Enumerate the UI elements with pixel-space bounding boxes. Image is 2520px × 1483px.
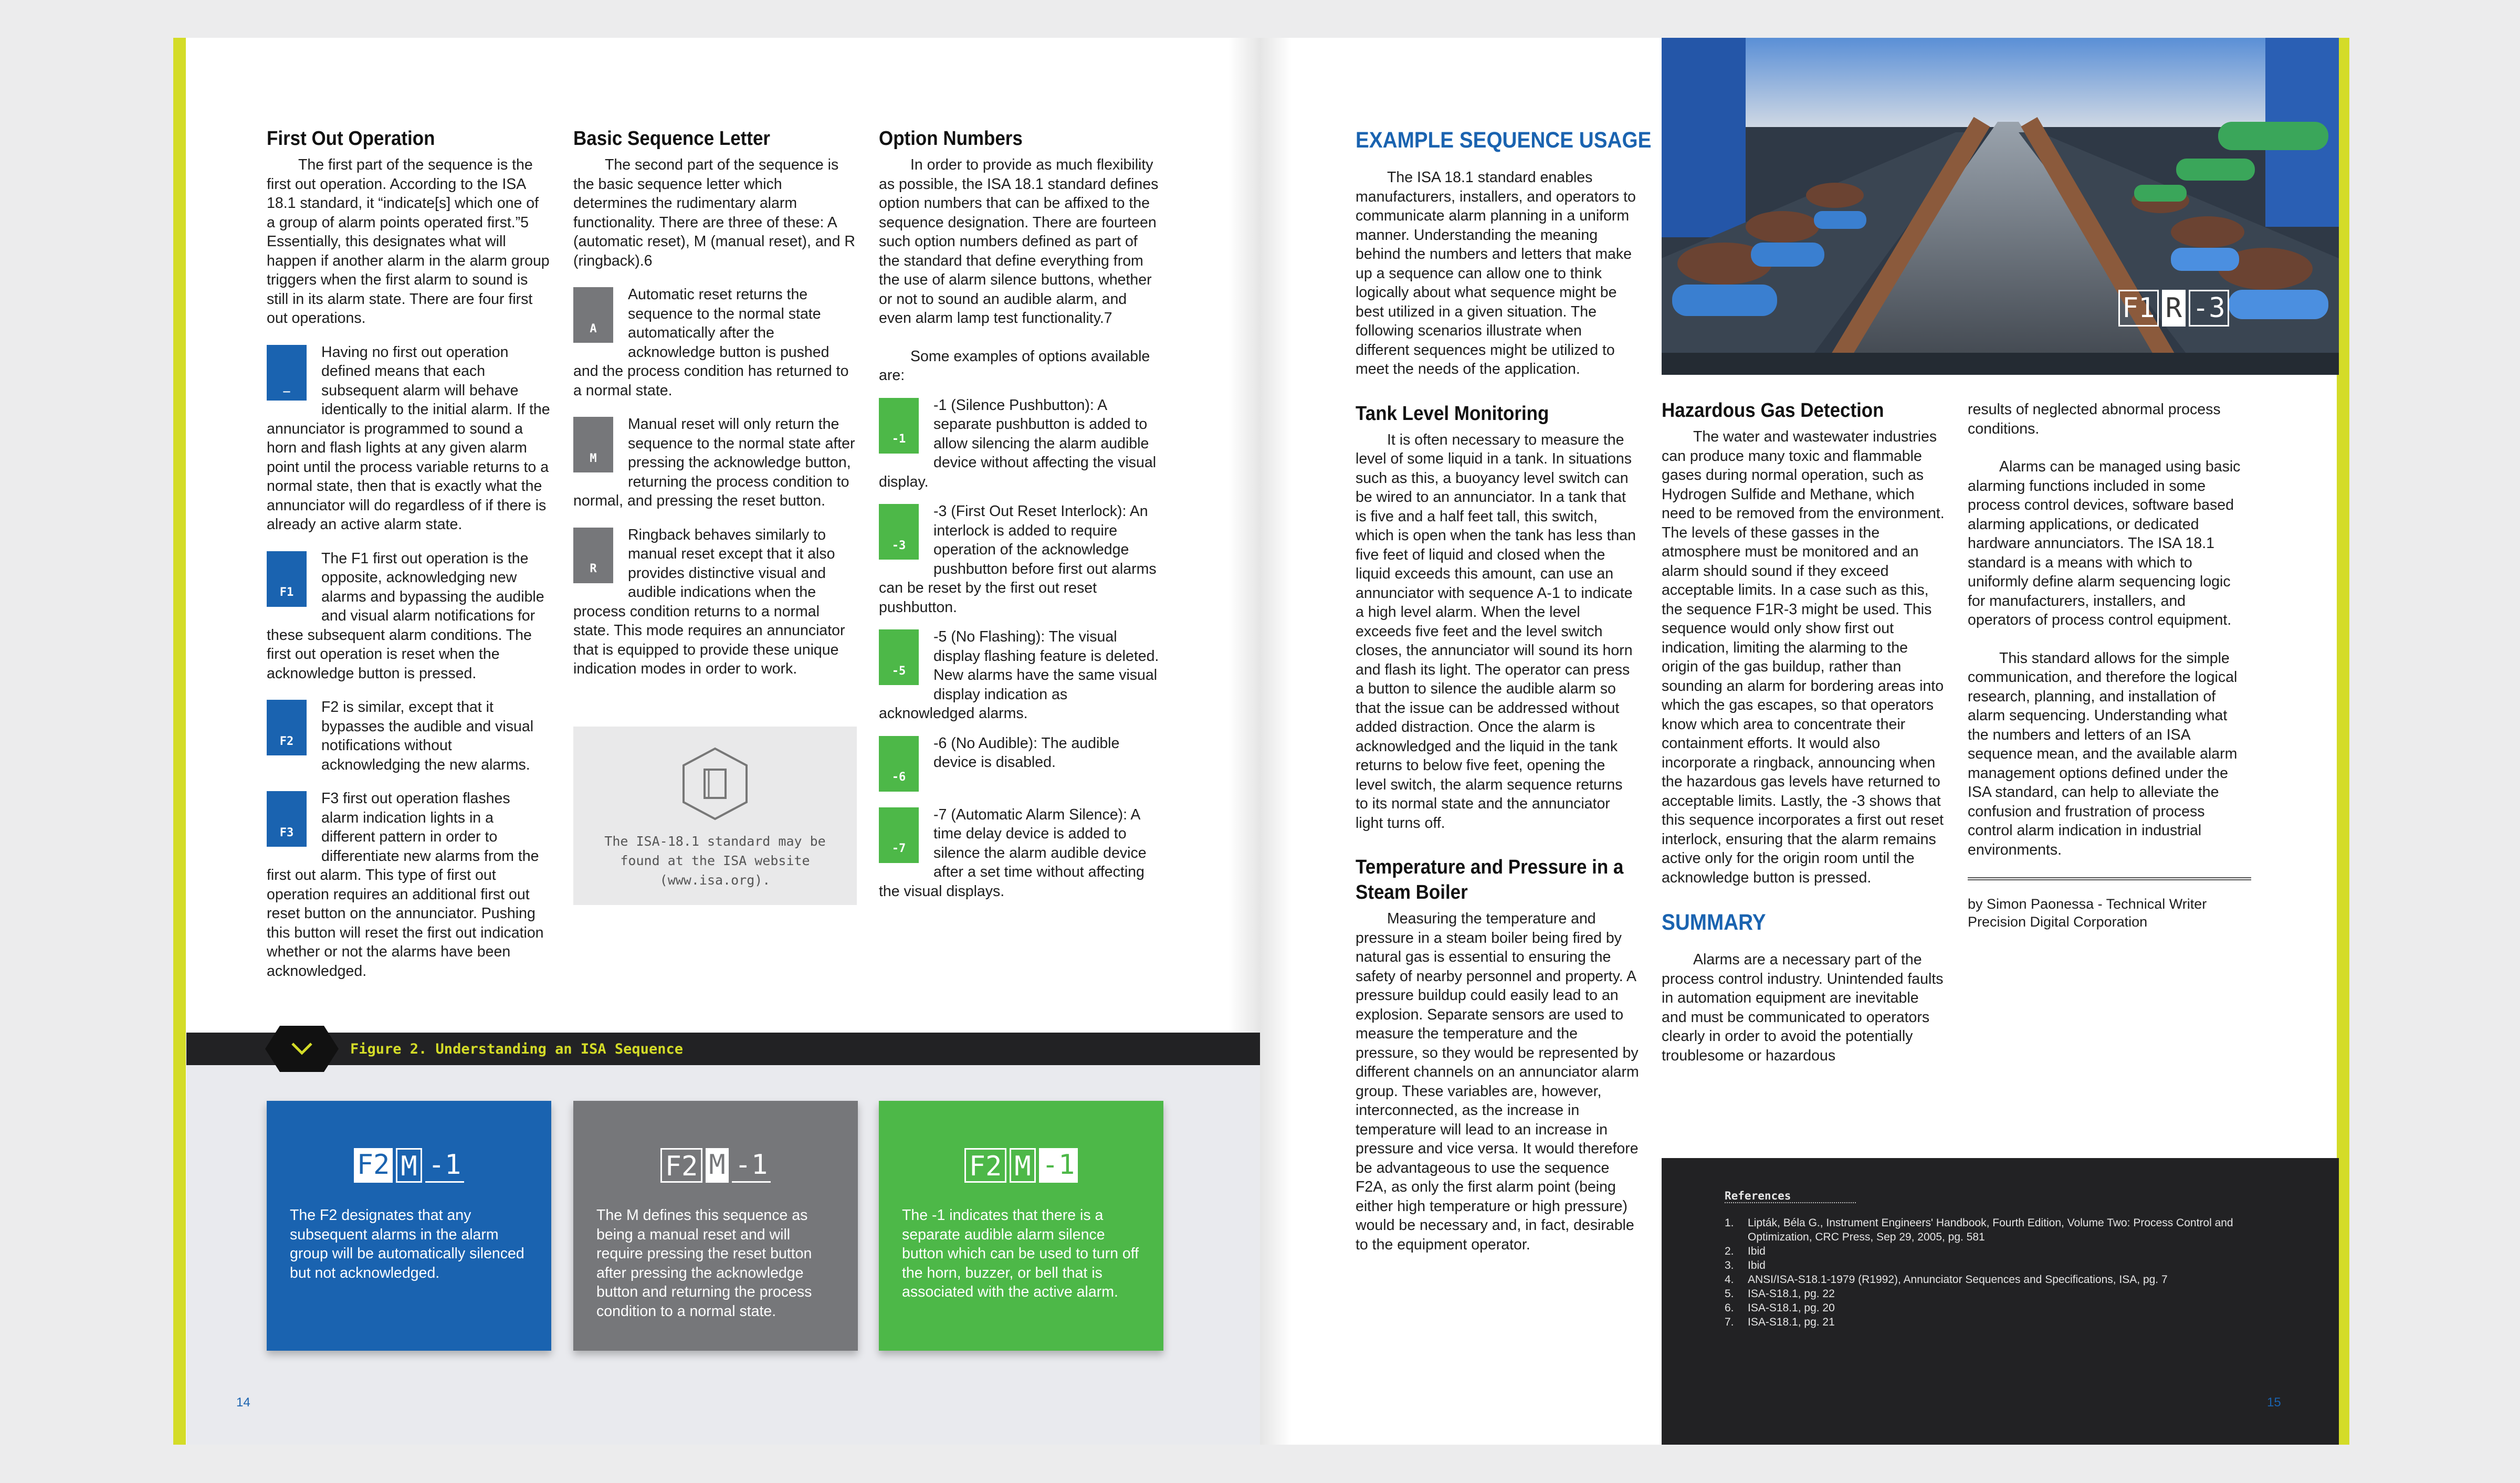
conclusion-text-2: Alarms can be managed using basic alarming functions included in some process control devices, software based alarming applications, or dedicated hardware annunciators. The ISA 18.1 standard is a means with which to uniformly define alarm sequencing logic for manufacturers, installers, and operators of process control equipment. bbox=[1968, 458, 2241, 628]
option-examples-intro: Some examples of options available are: bbox=[879, 348, 1150, 384]
seq-segment: F2 bbox=[964, 1148, 1007, 1183]
first-out-badge: F1 bbox=[267, 551, 307, 607]
tag-segment: F1 bbox=[2118, 290, 2159, 327]
tank-level-heading: Tank Level Monitoring bbox=[1356, 402, 1549, 425]
reference-item: 5. ISA-S18.1, pg. 22 bbox=[1725, 1288, 1835, 1300]
option-numbers-column bbox=[879, 126, 1162, 901]
seq-segment-highlight: M bbox=[706, 1148, 728, 1183]
sequence-card-first-out bbox=[267, 1101, 551, 1351]
sequence-display bbox=[573, 1148, 858, 1183]
page-number-left: 14 bbox=[236, 1395, 250, 1410]
option-item bbox=[879, 805, 1162, 901]
first-out-item-text: F2 is similar, except that it bypasses the audible and visual notifications without acknowledging the new alarms. bbox=[321, 699, 534, 773]
option-item bbox=[879, 627, 1162, 723]
sequence-card-description: The -1 indicates that there is a separate audible alarm silence button which can be used to turn off the horn, buzzer, or bell that is associated with the active alarm. bbox=[902, 1207, 1139, 1300]
option-numbers-heading: Option Numbers bbox=[879, 128, 1023, 150]
seq-segment: -1 bbox=[732, 1148, 771, 1183]
sequence-letter-text: Automatic reset returns the sequence to the normal state automatically after the acknowledge button is pushed and the process condition has returned to a normal state. bbox=[573, 286, 849, 399]
sequence-display bbox=[267, 1148, 551, 1183]
sequence-display bbox=[879, 1148, 1163, 1183]
example-usage-column bbox=[1356, 126, 1652, 1254]
option-item bbox=[879, 502, 1162, 617]
option-badge: -7 bbox=[879, 807, 919, 863]
sequence-letter-item bbox=[573, 415, 857, 511]
first-out-column bbox=[267, 126, 550, 981]
option-badge: -5 bbox=[879, 629, 919, 685]
sequence-letter-item bbox=[573, 525, 857, 679]
seq-segment: M bbox=[396, 1148, 422, 1183]
tank-level-text: It is often necessary to measure the level of some liquid in a tank. In situations such as this, a buoyancy level switch can be wired to an annunciator. In a tank that is five and a half feet tall, this switch, which is open when the tank has less than five feet of liquid and closed when the liquid exceeds this amount, can use an annunciator with sequence A-1 to indicate a high level alarm. When the level exceeds five feet and the level switch closes, the annunciator will sound its horn and flash its light. The operator can press a button to silence the audible alarm so that the issue can be addressed without added distraction. Once the alarm is acknowledged and the liquid in the tank returns to below five feet, opening the level switch, the alarm sequence returns to its normal state and the annunciator light turns off. bbox=[1356, 431, 1636, 832]
sequence-letter-item bbox=[573, 285, 857, 400]
reference-item: 6. ISA-S18.1, pg. 20 bbox=[1725, 1302, 1835, 1314]
basic-sequence-heading: Basic Sequence Letter bbox=[573, 128, 771, 150]
seq-segment-highlight: F2 bbox=[354, 1148, 393, 1183]
first-out-item-text: Having no first out operation defined means that each subsequent alarm will behave identically to the initial alarm. If the annunciator is programmed to sound a horn and flash lights at any given alarm point until the process variable returns to a normal state, then that is exactly what the annunciator will do regardless of if there is already an active alarm state. bbox=[267, 343, 550, 533]
conclusion-text-1: results of neglected abnormal process conditions. bbox=[1968, 401, 2221, 437]
chevron-down-icon bbox=[265, 1026, 339, 1072]
summary-text: Alarms are a necessary part of the process control industry. Unintended faults in automation equipment are inevitable and must be communicated to operators clearly in order to avoid the potentially troublesome or hazardous bbox=[1662, 951, 1944, 1064]
author-line: by Simon Paonessa - Technical Writer bbox=[1968, 896, 2207, 912]
pump-room-image bbox=[1662, 38, 2339, 375]
facility-photo bbox=[1662, 38, 2339, 375]
references-divider bbox=[1725, 1202, 1856, 1203]
tag-segment: -3 bbox=[2189, 290, 2229, 327]
right-page bbox=[1260, 38, 2349, 1445]
conclusion-text-3: This standard allows for the simple communication, and therefore the logical research, planning, and installation of alarm sequencing. Understanding what the numbers and letters of an ISA sequence mean, and the available alarm management options defined under the ISA standard, can help to alleviate the confusion and frustration of process control alarm indication in industrial environments. bbox=[1968, 649, 2238, 858]
seq-segment-highlight: -1 bbox=[1039, 1148, 1078, 1183]
tag-segment-highlight: R bbox=[2162, 290, 2186, 327]
figure-caption: Figure 2. Understanding an ISA Sequence bbox=[350, 1041, 683, 1057]
option-item-text: -7 (Automatic Alarm Silence): A time delay device is added to silence the alarm audible device after a set time without affecting the visual displays. bbox=[879, 806, 1147, 900]
conclusion-column bbox=[1968, 400, 2251, 931]
first-out-item bbox=[267, 698, 550, 774]
reference-item: 1. Lipták, Béla G., Instrument Engineers' Handbook, Fourth Edition, Volume Two: Process Control and Optimization, CRC Press, Sep 29, 2005, pg. 581 bbox=[1725, 1217, 2233, 1243]
option-item bbox=[879, 734, 1162, 795]
seq-segment: M bbox=[1010, 1148, 1035, 1183]
steam-boiler-text: Measuring the temperature and pressure in a steam boiler being fired by natural gas is essential to ensuring the safety of nearby personnel and property. A pressure buildup could easily lead to an explosion. Separate sensors are used to measure the temperature and the pressure, so they would be represented by different channels on an annunciator alarm group. These variables are, however, interconnected, as the increase in temperature will lead to an increase in pressure and vice versa. It would therefore be advantageous to use the sequence F2A, as only the first alarm point (being either high temperature or high pressure) would be necessary and, in fact, desirable to the equipment operator. bbox=[1356, 910, 1639, 1253]
sequence-letter-text: Ringback behaves similarly to manual reset except that it also provides distinctive visual and audible indications when the process condition returns to a normal state. This mode requires an annunciator that is equipped to provide these unique indication modes in order to work. bbox=[573, 526, 845, 677]
summary-heading: SUMMARY bbox=[1662, 910, 1766, 935]
first-out-item-text: The F1 first out operation is the opposite, acknowledging new alarms and bypassing the audible and visual alarm notifications for these subsequent alarm conditions. The first out operation is reset when the acknowledge button is pressed. bbox=[267, 550, 544, 682]
sequence-card-description: The M defines this sequence as being a manual reset and will require pressing the reset button after pressing the acknowledge button and returning the process condition to a normal state. bbox=[596, 1207, 812, 1320]
hazardous-gas-heading: Hazardous Gas Detection bbox=[1662, 399, 1884, 422]
first-out-intro: The first part of the sequence is the first out operation. According to the ISA 18.1 standard, it “indicate[s] which one of a group of alarm points operated first.”5 Essentially, this designates what will happen if another alarm in the alarm group triggers when the first alarm to sound is still in its alarm state. There are four first out operations. bbox=[267, 156, 550, 327]
first-out-item-text: F3 first out operation flashes alarm indication lights in a different pattern in order to differentiate new alarms from the first out alarm. This type of first out operation requires an additional first out reset button on the annunciator. Pushing this button will reset the first out indication whether or not the alarms have been acknowledged. bbox=[267, 790, 544, 980]
first-out-badge: F2 bbox=[267, 700, 307, 755]
steam-boiler-heading: Temperature and Pressure in a Steam Boiler bbox=[1356, 856, 1624, 903]
document-icon bbox=[678, 744, 752, 823]
first-out-heading: First Out Operation bbox=[267, 128, 435, 150]
sequence-letter-text: Manual reset will only return the sequence to the normal state after pressing the acknowledge button, returning the process condition to normal, and pressing the reset button. bbox=[573, 416, 855, 509]
references-list bbox=[1725, 1216, 2260, 1329]
first-out-item bbox=[267, 343, 550, 534]
hazardous-gas-column bbox=[1662, 398, 1945, 1065]
isa-note-text: The ISA-18.1 standard may be found at the ISA website (www.isa.org). bbox=[604, 834, 826, 888]
option-item bbox=[879, 396, 1162, 492]
first-out-item bbox=[267, 789, 550, 981]
hazardous-gas-text: The water and wastewater industries can produce many toxic and flammable gases during normal operation, such as Hydrogen Sulfide and Methane, which need to be removed from the environment. The levels of these gasses in the atmosphere must be monitored and an alarm should sound if they exceed acceptable limits. In a case such as this, the sequence F1R-3 might be used. This sequence would only show first out indication, limiting the alarming to the origin of the gas buildup, rather than sounding an alarm for bordering areas into which the gas escapes, so that operators know which area to concentrate their containment efforts. It would also incorporate a ringback, announcing when the hazardous gas levels have returned to acceptable limits. Lastly, the -3 shows that this sequence incorporates a first out reset interlock, ensuring that the alarm remains active only for the origin room until the acknowledge button is pressed. bbox=[1662, 428, 1945, 886]
reference-item: 4. ANSI/ISA-S18.1-1979 (R1992), Annunciator Sequences and Specifications, ISA, pg. 7 bbox=[1725, 1274, 2168, 1286]
sequence-letter-badge: A bbox=[573, 287, 613, 343]
first-out-item bbox=[267, 549, 550, 683]
figure-caption-bar bbox=[186, 1033, 1260, 1065]
references-panel bbox=[1662, 1158, 2339, 1445]
sequence-card-letter bbox=[573, 1101, 858, 1351]
page-number-right: 15 bbox=[2267, 1395, 2281, 1410]
sequence-card-description: The F2 designates that any subsequent alarms in the alarm group will be automatically silenced but not acknowledged. bbox=[290, 1207, 524, 1281]
example-usage-heading: EXAMPLE SEQUENCE USAGE bbox=[1356, 128, 1652, 153]
company-line: Precision Digital Corporation bbox=[1968, 914, 2148, 930]
option-badge: -6 bbox=[879, 736, 919, 792]
sequence-letter-badge: M bbox=[573, 417, 613, 472]
seq-segment: F2 bbox=[660, 1148, 703, 1183]
seq-segment: -1 bbox=[425, 1148, 465, 1183]
sequence-tag bbox=[2118, 290, 2232, 327]
option-item-text: -3 (First Out Reset Interlock): An interlock is added to require operation of the acknowledge pushbutton before first out alarms can be reset by the first out reset pushbutton. bbox=[879, 503, 1157, 616]
option-badge: -1 bbox=[879, 398, 919, 454]
right-gutter-shadow bbox=[1260, 38, 1292, 1445]
reference-item: 3. Ibid bbox=[1725, 1259, 1766, 1271]
left-accent-stripe bbox=[173, 38, 186, 1445]
reference-item: 7. ISA-S18.1, pg. 21 bbox=[1725, 1316, 1835, 1328]
example-usage-text: The ISA 18.1 standard enables manufacturers, installers, and operators to communicate alarm planning in a uniform manner. Understanding the meaning behind the numbers and letters that make up a sequence can allow one to think logically about what sequence might be best utilized in a given situation. The following scenarios illustrate when different sequences might be utilized to meet the needs of the application. bbox=[1356, 169, 1636, 377]
first-out-badge: _ bbox=[267, 345, 307, 401]
byline-divider bbox=[1968, 877, 2251, 880]
option-badge: -3 bbox=[879, 504, 919, 560]
option-item-text: -5 (No Flashing): The visual display flashing feature is deleted. New alarms have the same visual display indication as acknowledged alarms. bbox=[879, 628, 1159, 722]
left-page bbox=[173, 38, 1260, 1445]
isa-note-box bbox=[573, 727, 857, 905]
sequence-letter-badge: R bbox=[573, 528, 613, 583]
option-item-text: -6 (No Audible): The audible device is disabled. bbox=[933, 734, 1120, 771]
option-item-text: -1 (Silence Pushbutton): A separate pushbutton is added to allow silencing the alarm audible device without affecting the visual display. bbox=[879, 396, 1157, 490]
reference-item: 2. Ibid bbox=[1725, 1245, 1766, 1257]
sequence-card-option bbox=[879, 1101, 1163, 1351]
basic-sequence-column bbox=[573, 126, 857, 679]
basic-sequence-intro: The second part of the sequence is the basic sequence letter which determines the rudimentary alarm functionality. There are three of these: A (automatic reset), M (manual reset), and R (ringback).6 bbox=[573, 156, 855, 269]
first-out-badge: F3 bbox=[267, 791, 307, 847]
references-title: References bbox=[1725, 1190, 1791, 1202]
option-numbers-intro: In order to provide as much flexibility as possible, the ISA 18.1 standard defines option numbers that can be affixed to the sequence designation. There are fourteen such option numbers defined as part of the standard that define everything from the use of alarm silence buttons, whether or not to sound an audible alarm, and even alarm lamp test functionality.7 bbox=[879, 156, 1159, 327]
